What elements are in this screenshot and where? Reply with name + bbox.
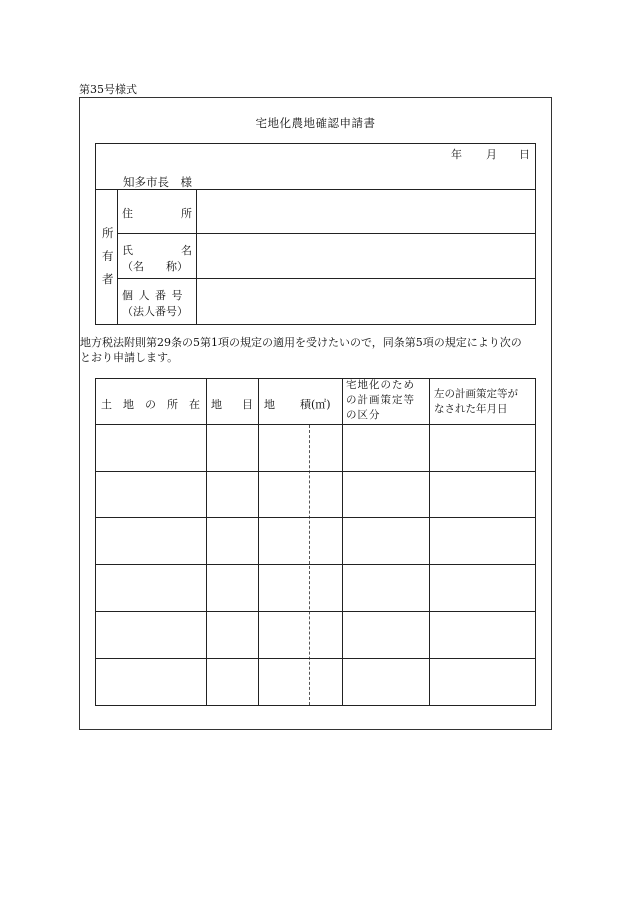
owner-group-char-1: 所 <box>102 226 114 240</box>
table-cell-area-integer[interactable] <box>259 472 309 517</box>
personal-number-field[interactable] <box>197 279 535 324</box>
date-day-label: 日 <box>519 148 530 161</box>
table-cell-plan-date[interactable] <box>430 612 535 657</box>
date-month-label: 月 <box>486 148 497 161</box>
table-cell-location[interactable] <box>96 425 206 470</box>
table-cell-location[interactable] <box>96 565 206 610</box>
table-cell-plan-division[interactable] <box>343 612 429 657</box>
table-cell-area-decimal[interactable] <box>310 472 342 517</box>
table-cell-area-decimal[interactable] <box>310 612 342 657</box>
owner-group-char-3: 者 <box>102 272 114 286</box>
table-cell-area-decimal[interactable] <box>310 565 342 610</box>
name-sublabel: （名 称） <box>122 260 188 273</box>
date-year-label: 年 <box>451 148 462 161</box>
form-number: 第35号様式 <box>79 83 137 96</box>
header-plan-division-line-1: 宅地化のため <box>346 379 415 391</box>
table-cell-land-category[interactable] <box>207 425 258 470</box>
table-cell-plan-date[interactable] <box>430 659 535 704</box>
header-area-2: 積(㎡) <box>300 398 331 411</box>
table-cell-plan-date[interactable] <box>430 472 535 517</box>
table-cell-area-decimal[interactable] <box>310 518 342 563</box>
owner-group-char-2: 有 <box>102 249 114 263</box>
table-cell-plan-date[interactable] <box>430 565 535 610</box>
table-cell-plan-division[interactable] <box>343 472 429 517</box>
table-cell-area-decimal[interactable] <box>310 659 342 704</box>
recipient: 知多市長 様 <box>123 175 192 189</box>
personal-number-sublabel: （法人番号） <box>122 305 188 318</box>
header-plan-division <box>346 378 415 423</box>
table-cell-plan-division[interactable] <box>343 425 429 470</box>
header-plan-division-line-2: の計画策定等 <box>346 394 415 406</box>
table-cell-location[interactable] <box>96 659 206 704</box>
table-cell-plan-date[interactable] <box>430 518 535 563</box>
header-plan-date-line-1: 左の計画策定等が <box>434 388 518 400</box>
table-cell-area-integer[interactable] <box>259 565 309 610</box>
statement-line-2: とおり申請します。 <box>80 351 179 364</box>
table-cell-area-integer[interactable] <box>259 425 309 470</box>
header-land-category-2: 目 <box>242 398 253 411</box>
table-cell-location[interactable] <box>96 518 206 563</box>
table-cell-plan-division[interactable] <box>343 659 429 704</box>
table-cell-land-category[interactable] <box>207 518 258 563</box>
header-land-category-1: 地 <box>211 398 222 411</box>
address-label-1: 住 <box>122 207 133 220</box>
name-label-2: 名 <box>181 244 192 257</box>
personal-number-label: 個 人 番 号 <box>122 289 183 302</box>
name-label-1: 氏 <box>122 244 133 257</box>
table-cell-area-integer[interactable] <box>259 612 309 657</box>
table-cell-area-integer[interactable] <box>259 659 309 704</box>
table-cell-plan-division[interactable] <box>343 565 429 610</box>
table-cell-area-integer[interactable] <box>259 518 309 563</box>
name-field[interactable] <box>197 234 535 278</box>
address-field[interactable] <box>197 190 535 233</box>
header-plan-date <box>434 387 518 417</box>
header-plan-division-line-3: の区分 <box>346 409 381 421</box>
table-cell-land-category[interactable] <box>207 659 258 704</box>
form-title: 宅地化農地確認申請書 <box>255 116 376 130</box>
table-cell-plan-date[interactable] <box>430 425 535 470</box>
address-label-2: 所 <box>181 207 192 220</box>
header-plan-date-line-2: なされた年月日 <box>434 403 508 415</box>
table-cell-land-category[interactable] <box>207 565 258 610</box>
statement-line-1: 地方税法附則第29条の5第1項の規定の適用を受けたいので，同条第5項の規定により次の <box>80 336 522 349</box>
application-statement <box>80 335 550 365</box>
table-cell-area-decimal[interactable] <box>310 425 342 470</box>
table-cell-land-category[interactable] <box>207 472 258 517</box>
header-location: 土 地 の 所 在 <box>101 398 200 411</box>
table-cell-plan-division[interactable] <box>343 518 429 563</box>
table-cell-location[interactable] <box>96 612 206 657</box>
table-cell-land-category[interactable] <box>207 612 258 657</box>
owner-group-divider <box>117 189 118 325</box>
header-area-1: 地 <box>264 398 275 411</box>
table-cell-location[interactable] <box>96 472 206 517</box>
